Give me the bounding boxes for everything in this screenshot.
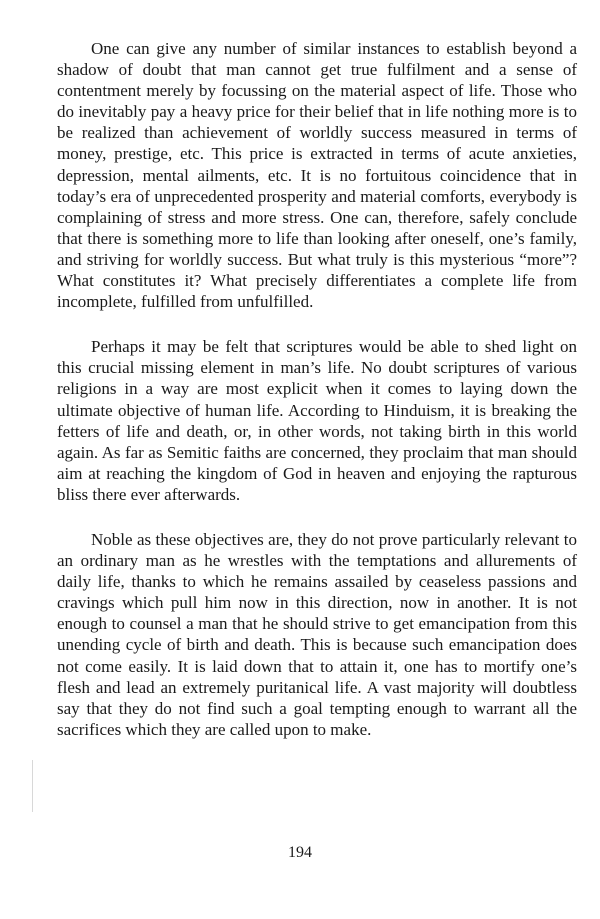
body-text <box>57 38 577 764</box>
page-number: 194 <box>288 844 312 861</box>
paragraph-3: Noble as these objectives are, they do not prove particularly relevant to an ordinary man as he wrestles with the temptations and allurements of daily life, thanks to which he remains assailed by ceaseless passions and cravings which pull him now in this direction, now in another. It is not enough to counsel a man that he should strive to get emancipation from this unending cycle of birth and death. This is because such emancipation does not come easily. It is laid down that to attain it, one has to mortify one’s flesh and lead an extremely puritanical life. A vast majority will doubtless say that they do not find such a goal tempting enough to warrant all the sacrifices which they are called upon to make. <box>57 529 577 739</box>
paragraph-1: One can give any number of similar instances to establish beyond a shadow of doubt that man cannot get true fulfilment and a sense of contentment merely by focussing on the material aspect of life. Those who do inevitably pay a heavy price for their belief that in life nothing more is to be realized than achievement of worldly success measured in terms of money, prestige, etc. This price is extracted in terms of acute anxieties, depression, mental ailments, etc. It is no fortuitous coincidence that in today’s era of unprecedented prosperity and material comforts, everybody is complaining of stress and more stress. One can, therefore, safely conclude that there is something more to life than looking after oneself, one’s family, and striving for worldly success. But what truly is this mysterious “more”? What constitutes it? What precisely differentiates a complete life from incomplete, fulfilled from unfulfilled. <box>57 39 577 312</box>
paragraph-2: Perhaps it may be felt that scriptures would be able to shed light on this crucial missing element in man’s life. No doubt scriptures of various religions in a way are most explicit when it comes to laying down the ultimate objective of human life. According to Hinduism, it is breaking the fetters of life and death, or, in other words, not taking birth in this world again. As far as Semitic faiths are concerned, they proclaim that man should aim at reaching the kingdom of God in heaven and enjoying the rapturous bliss there ever afterwards. <box>57 337 577 504</box>
scan-edge-mark <box>32 760 33 812</box>
